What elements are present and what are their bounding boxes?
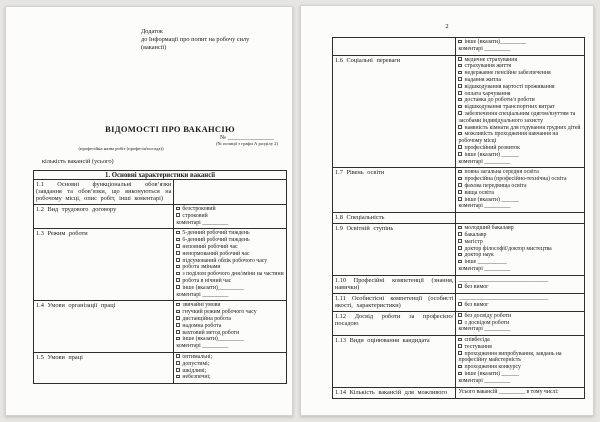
form-row <box>333 168 585 213</box>
checkbox-icon <box>458 232 462 236</box>
option-text: магістр <box>464 238 483 245</box>
checkbox-icon <box>176 375 180 379</box>
option-line <box>176 361 284 368</box>
checkbox-icon <box>458 152 462 156</box>
option-text: оптимальні; <box>182 353 213 360</box>
total-vacancies-caption: кількість вакансій (усього) <box>42 158 114 165</box>
option-line <box>458 57 582 64</box>
form-row <box>333 55 585 168</box>
checkbox-icon <box>458 125 462 129</box>
checkbox-icon <box>458 320 462 324</box>
checkbox-icon <box>176 361 180 365</box>
option-text: інше (вказати)_________ <box>182 284 244 291</box>
option-text: шкідливі; <box>182 367 207 374</box>
option-line <box>458 176 582 183</box>
option-line <box>458 225 582 232</box>
option-text: звичайні умови <box>182 302 221 309</box>
checkbox-icon <box>458 365 462 369</box>
checkbox-icon <box>176 330 180 334</box>
checkbox-icon <box>458 226 462 230</box>
option-text: інше (вказати) ______ <box>464 196 519 203</box>
option-text: безстроковий <box>182 206 216 212</box>
option-line <box>458 152 582 159</box>
row-label: 1.3 Режим роботи <box>34 229 174 301</box>
checkbox-icon <box>458 64 462 68</box>
checkbox-icon <box>176 316 180 320</box>
option-line <box>458 197 582 204</box>
option-text: відшкодування вартості проживання <box>464 83 555 90</box>
row-options <box>456 213 585 224</box>
checkbox-icon <box>458 313 462 317</box>
checkbox-icon <box>176 354 180 358</box>
row-options <box>456 293 585 311</box>
option-line <box>176 271 284 278</box>
option-line <box>458 371 582 378</box>
checkbox-icon <box>176 368 180 372</box>
table-section-title: 1. Основні характеристики вакансії <box>34 171 287 180</box>
option-line <box>458 246 582 253</box>
text-line <box>458 378 582 385</box>
option-line <box>176 285 284 292</box>
row-options <box>174 229 287 301</box>
option-text: оплата харчування <box>464 90 511 97</box>
option-text: надомна робота <box>182 322 222 329</box>
option-line <box>458 337 582 344</box>
row-options <box>456 387 585 398</box>
option-text: тестування <box>464 343 492 350</box>
row-label: 1.6 Соціальні переваги <box>333 55 456 168</box>
vacancy-table-page1 <box>33 170 287 384</box>
option-text: коментарі _________ <box>458 377 511 384</box>
option-text: _______________________________ <box>458 276 549 283</box>
option-text: інше (вказати)_________ <box>464 39 527 45</box>
option-line <box>176 244 284 251</box>
option-line <box>458 104 582 111</box>
number-caption: (№ позиції з графи А розділу 2) <box>216 141 278 146</box>
checkbox-icon <box>176 278 180 282</box>
option-text: наявність кімнати для годування грудних дітей <box>464 124 581 131</box>
option-text: коментарі _________ <box>458 45 511 52</box>
option-text: підсумований облік робочого часу <box>182 257 268 264</box>
option-line <box>458 284 582 291</box>
annex-line: (вакансії) <box>141 44 167 52</box>
option-line <box>458 239 582 246</box>
option-line <box>176 309 284 316</box>
row-options <box>456 311 585 335</box>
option-text: коментарі _________ <box>176 343 229 350</box>
option-text: професійний розвиток <box>464 144 520 151</box>
annex-line: до Інформації про попит на робочу силу <box>141 36 250 44</box>
row-options <box>174 301 287 353</box>
option-text: строковий <box>182 212 208 219</box>
option-text: коментарі _________ <box>458 265 511 272</box>
text-line <box>176 292 284 299</box>
option-text: ненормований робочий час <box>182 250 250 257</box>
form-row <box>34 180 287 205</box>
checkbox-icon <box>458 239 462 243</box>
option-text: гнучкий режим робочого часу <box>182 309 257 316</box>
option-line <box>458 344 582 351</box>
row-options <box>456 38 585 56</box>
option-line <box>176 206 284 213</box>
option-text: інше (вказати) ______ <box>464 151 519 158</box>
checkbox-icon <box>458 260 462 264</box>
checkbox-icon <box>458 105 462 109</box>
option-line <box>176 323 284 330</box>
page-number: 2 <box>445 23 449 30</box>
form-row <box>333 336 585 388</box>
option-text: вища освіта <box>464 189 494 196</box>
option-line <box>458 313 582 320</box>
checkbox-icon <box>458 190 462 194</box>
option-text: можливість проходження навчання на робочому місці <box>458 131 559 145</box>
option-line <box>176 213 284 220</box>
option-text: доставка до роботи/з роботи <box>464 97 535 104</box>
form-row <box>333 387 585 398</box>
row-label: 1.5 Умови праці <box>34 352 174 383</box>
row-label: 1.9 Освітній ступінь <box>333 224 456 276</box>
form-row <box>333 38 585 56</box>
option-line <box>458 302 582 309</box>
checkbox-icon <box>458 302 462 306</box>
checkbox-icon <box>458 40 462 44</box>
checkbox-icon <box>458 351 462 355</box>
checkbox-icon <box>458 246 462 250</box>
row-label: 1.14 Кількість вакансій для можливого <box>333 387 456 398</box>
checkbox-icon <box>458 197 462 201</box>
page-title: ВІДОМОСТІ ПРО ВАКАНСІЮ <box>105 124 235 134</box>
option-text: відшкодування транспортних витрат <box>464 104 555 111</box>
option-line <box>458 351 582 365</box>
form-row <box>333 213 585 224</box>
annex-line: Додаток <box>141 28 163 35</box>
option-line <box>458 131 582 145</box>
profession-caption: (професійна назва робіт (професія/посада)) <box>78 146 164 151</box>
number-line: № ______________ <box>220 134 274 141</box>
option-text: коментарі _________ <box>458 326 511 333</box>
row-label: 1.2 Вид трудового договору <box>34 205 174 229</box>
option-line <box>458 111 582 125</box>
text-line <box>458 277 582 284</box>
option-text: _______________________________ <box>458 294 549 301</box>
option-text: інше __________ <box>464 259 507 266</box>
text-line <box>458 266 582 273</box>
checkbox-icon <box>176 213 180 217</box>
option-line <box>176 374 284 381</box>
checkbox-icon <box>458 183 462 187</box>
option-text: повна загальна середня освіта <box>464 169 539 176</box>
text-line <box>176 220 284 227</box>
form-row <box>34 352 287 383</box>
option-line <box>458 70 582 77</box>
checkbox-icon <box>458 170 462 174</box>
option-text: з досвідом роботи <box>464 319 510 326</box>
form-row <box>333 311 585 335</box>
option-text: недержавне пенсійне забезпечення <box>464 70 551 77</box>
option-text: співбесіда <box>464 337 490 344</box>
row-label: 1.13 Види оцінювання кандидата <box>333 336 456 388</box>
option-text: молодший бакалавр <box>464 225 514 232</box>
checkbox-icon <box>176 231 180 235</box>
text-line <box>458 203 582 210</box>
option-text: бакалавр <box>464 231 487 238</box>
row-options <box>456 55 585 168</box>
option-line <box>458 125 582 132</box>
checkbox-icon <box>176 323 180 327</box>
option-line <box>176 336 284 343</box>
option-text: коментарі _________ <box>458 203 511 210</box>
row-options <box>456 168 585 213</box>
option-line <box>458 252 582 259</box>
option-text: інше (вказати) ______ <box>464 371 519 378</box>
row-label: 1.11 Особистісні компетенції (особисті якості, характеристики) <box>333 293 456 311</box>
checkbox-icon <box>458 71 462 75</box>
option-line <box>458 84 582 91</box>
option-text: проходження випробування, завдань на професійну майстерність <box>458 350 562 364</box>
option-text: 6-денний робочий тиждень <box>182 237 250 244</box>
text-line <box>458 389 582 396</box>
row-label: 1.12 Досвід роботи за професією/посадою <box>333 311 456 335</box>
checkbox-icon <box>458 372 462 376</box>
row-label: 1.1 Основні функціональні обов’язки (завдання та обов’язки, що виконуються на робочому місці, опис робіт, інші коментарі) <box>34 180 174 205</box>
checkbox-icon <box>458 98 462 102</box>
checkbox-icon <box>458 253 462 257</box>
option-text: надання житла <box>464 76 501 83</box>
text-line <box>176 343 284 350</box>
row-options <box>174 180 287 205</box>
checkbox-icon <box>458 177 462 181</box>
checkbox-icon <box>176 272 180 276</box>
checkbox-icon <box>176 285 180 289</box>
option-line <box>176 354 284 361</box>
option-line <box>176 278 284 285</box>
checkbox-icon <box>458 111 462 115</box>
row-label: 1.8 Спеціальність <box>333 213 456 224</box>
option-text: страхування життя <box>464 63 512 70</box>
option-text: Усього вакансій _________ в тому числі: <box>458 388 559 395</box>
checkbox-icon <box>458 338 462 342</box>
row-label: 1.7 Рівень освіти <box>333 168 456 213</box>
text-line <box>458 295 582 302</box>
option-line <box>458 77 582 84</box>
row-label <box>333 38 456 56</box>
checkbox-icon <box>176 238 180 242</box>
option-line <box>458 39 582 46</box>
row-label: 1.10 Професійні компетенції (знання, навички) <box>333 275 456 293</box>
option-text: проходження конкурсу <box>464 364 521 371</box>
checkbox-icon <box>458 57 462 61</box>
checkbox-icon <box>458 344 462 348</box>
form-row <box>333 275 585 293</box>
checkbox-icon <box>458 145 462 149</box>
row-options <box>456 224 585 276</box>
number-block <box>202 134 292 146</box>
text-line <box>458 46 582 53</box>
option-text: з поділом робочого дня/зміни на частини <box>182 271 284 278</box>
form-row <box>34 301 287 353</box>
checkbox-icon <box>176 258 180 262</box>
page-2 <box>300 5 594 416</box>
checkbox-icon <box>176 310 180 314</box>
form-row <box>34 205 287 229</box>
option-text: допустимі; <box>182 360 210 367</box>
row-label: 1.4 Умови організації праці <box>34 301 174 353</box>
text-line <box>458 326 582 333</box>
option-text: коментарі _________ <box>458 158 511 165</box>
option-line <box>458 97 582 104</box>
option-line <box>458 190 582 197</box>
checkbox-icon <box>458 284 462 288</box>
row-options <box>456 336 585 388</box>
option-text: коментарі _________ <box>176 291 229 298</box>
row-options <box>174 352 287 383</box>
option-text: професійна (професійно-технічна) освіта <box>464 176 567 183</box>
option-text: без вимог <box>464 283 489 290</box>
option-text: інше (вказати)_________ <box>182 336 244 343</box>
row-options <box>456 275 585 293</box>
checkbox-icon <box>458 77 462 81</box>
checkbox-icon <box>176 303 180 307</box>
option-line <box>458 145 582 152</box>
option-line <box>458 183 582 190</box>
checkbox-icon <box>458 91 462 95</box>
form-row <box>34 229 287 301</box>
checkbox-icon <box>176 251 180 255</box>
annex-block <box>141 28 291 53</box>
option-text: фахова передвища освіта <box>464 182 527 189</box>
option-text: вахтовий метод роботи <box>182 329 240 336</box>
option-text: медичне страхування <box>464 56 518 63</box>
form-row <box>333 293 585 311</box>
option-text: без досвіду роботи <box>464 312 512 319</box>
option-text: робота змінами <box>182 264 221 271</box>
option-text: доктор наук <box>464 252 494 259</box>
option-line <box>176 251 284 258</box>
vacancy-table-page2 <box>332 37 585 399</box>
option-line <box>458 232 582 239</box>
option-text: без вимог <box>464 301 489 308</box>
option-text: неповний робочий час <box>182 243 238 250</box>
option-line <box>458 259 582 266</box>
checkbox-icon <box>458 132 462 136</box>
page-1 <box>5 6 293 416</box>
option-text: коментарі _________ <box>176 219 229 226</box>
option-text: небезпечні; <box>182 374 211 381</box>
option-text: дистанційна робота <box>182 315 231 322</box>
checkbox-icon <box>176 265 180 269</box>
table-title-row <box>34 171 287 180</box>
option-text: забезпечення спеціальним одягом/взуттям та засобами індивідуального захисту <box>458 110 576 124</box>
text-line <box>458 159 582 166</box>
row-options <box>174 205 287 229</box>
checkbox-icon <box>176 337 180 341</box>
form-row <box>333 224 585 276</box>
option-text: 5-денний робочий тиждень <box>182 230 250 237</box>
option-line <box>458 320 582 327</box>
checkbox-icon <box>458 84 462 88</box>
option-line <box>176 237 284 244</box>
option-text: робота в нічний час <box>182 277 232 284</box>
checkbox-icon <box>176 244 180 248</box>
option-line <box>176 316 284 323</box>
option-text: доктор філософії/доктор мистецтва <box>464 245 552 252</box>
checkbox-icon <box>176 207 180 211</box>
